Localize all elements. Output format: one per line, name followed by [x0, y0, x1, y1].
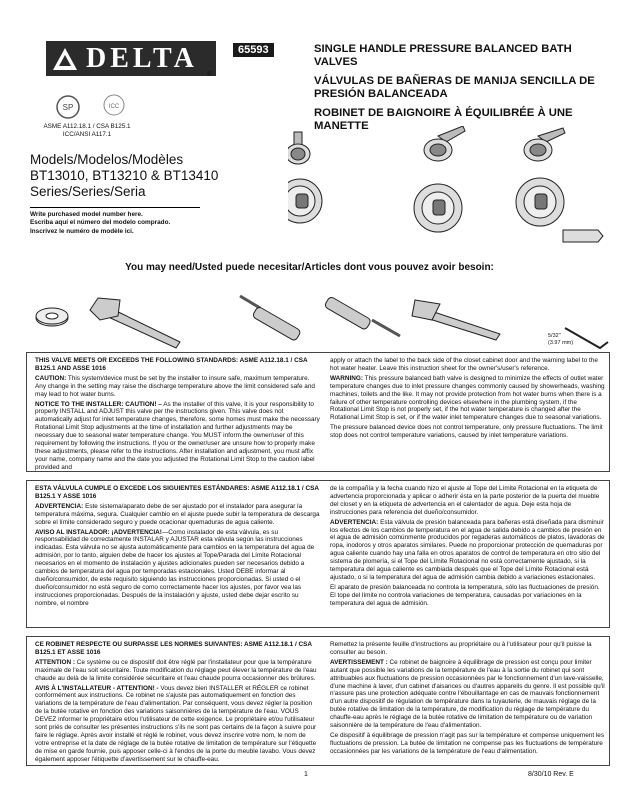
paragraph [330, 375, 605, 422]
paragraph-text: The pressure balanced device does not control temperature, only pressure fluctuations. The limit stop does not control temperature variations, caused by inlet temperature variations. [330, 424, 603, 440]
cert-line-2: ICC/ANSI A117.1 [62, 131, 112, 138]
paragraph-heading: CE ROBINET RESPECTE OU SURPASSE LES NORMES SUIVANTES: ASME A112.18.1 / CSA B125.1 ET ASSE 1016 [35, 641, 312, 656]
models-series: Series/Series/Seria [30, 184, 146, 199]
paragraph [35, 485, 320, 501]
spanish-column-1 [35, 485, 320, 610]
paragraph [330, 357, 605, 373]
paragraph [330, 519, 605, 582]
delta-logo [46, 41, 216, 76]
models-numbers: BT13010, BT13210 & BT13410 [30, 168, 219, 183]
paragraph-text: Este sistema/aparato debe de ser ajustado por el instalador para asegurar la temperatura máxima, segura. Cualquier cambio en el ajuste puede subir la temperatura de descarga sobre el límite considerado seguro y puede ocacionar quemaduras de agua caliente. [35, 502, 320, 526]
models-label: Models/Modelos/Modèles [30, 152, 184, 167]
spanish-column-2 [330, 485, 605, 610]
english-notice-box [26, 352, 610, 472]
paragraph-text: This pressure balanced bath valve is designed to minimize the effects of outlet water temperature changes due to inlet pressure changes commonly caused by showerheads, washing machines, toilets and the like. It may not provide protection from hot water burns when there is a failure of other temperature controlling devices elsewhere in the plumbing system, if the Rotational Limit Stop is not properly set, if the hot water temperature is changed after the Rotational Limit Stop is set, or if the water inlet temperature changes due to seasonal variations. [330, 374, 605, 422]
paragraph-text: As the installer of this valve, it is your responsibility to properly INSTALL and ADJUST this valve per the instructions given. This valve does not automatically adjust for inlet temperature changes, therefore, some homes must make the necessary Rotational Limit Stop adjustments at the time of installation and further adjustments may be necessary due to seasonal water temperature change. You MUST inform the owner/user of this requirement by following the instructions. If you or the owner/user are unsure how to properly make these adjustments, please refer to the instructions. After installation and adjustment, you must affix your name, company name and the date you adjusted the Rotational Limit Stop to the caution label provided and [35, 400, 320, 471]
flat-screwdriver-icon [324, 296, 400, 336]
paragraph-heading: WARNING: [330, 374, 364, 382]
models-block [30, 152, 218, 200]
tape-icon [36, 308, 68, 326]
delta-triangle-icon [52, 47, 78, 71]
french-column-2 [330, 641, 605, 758]
english-column-1 [35, 357, 320, 474]
hex-key-size: 5/32" [548, 333, 561, 339]
paragraph-heading: ESTA VÁLVULA CUMPLE O EXCEDE LOS SIGUIENTES ESTÁNDARES: ASME A112.18.1 / CSA B125.1 Y ASSE 1016 [35, 485, 319, 500]
product-tub-shower-icon [414, 126, 465, 232]
model-write-line [30, 207, 200, 208]
paragraph-text: Esta válvula de presión balanceada para bañeras está diseñada para disminuir los efectos de los cambios de temperatura en el agua de salida debido a cambios de presión en el agua de admisión comúnmente producidos por regaderas automáticos de platos, lavadoras de ropa, inodoros y otros aparatos similares. Puede no proporcionar protección de quemaduras por agua caliente cuando hay una falla en otros aparatos de control de temperatura en otro sitio del sistema de plomería, si el Tope del Límite Rotacional no está correctamente ajustado, si la temperatura del agua caliente es cambiada después que el Tope del Límite Rotacional está ajustado, o si la temperatura del agua de admisión cambia debido a variaciones estacionales. [330, 518, 605, 581]
brand-name: DELTA [86, 42, 198, 74]
product-shower-only-icon [288, 132, 322, 223]
certification-marks [52, 93, 142, 123]
paragraph-text: Remettez la présente feuille d'instructions au propriétaire ou à l'utilisateur pour qu'il puisse la consulter au besoin. [330, 641, 592, 656]
hex-key-dimension [548, 333, 573, 347]
phillips-screwdriver-icon [240, 296, 301, 341]
write-note-en: Write purchased model number here. [30, 211, 143, 218]
paragraph-text: de la compañía y la fecha cuando hizo el ajuste al Tope del Límite Rotacional en la etiqueta de advertencia proporcionada y aplicar o adherir ésta en la parte posterior de la puerta del mueble del closet y en la etiqueta de advertencia en el calentador de agua. Deje esta hoja de instrucciones para referencia del dueño/consumidor. [330, 485, 600, 516]
paragraph [330, 424, 605, 440]
paragraph-text: Vous devez bien INSTALLER et RÉGLER ce robinet conformément aux instructions. Ce robinet ne s'ajuste pas automatiquement en fonction des variations de la température de l'eau d'alimentation. Par conséquent, vous devez régler la position de la butée rotative en fonction des variations saisonnières de la température de l'eau. VOUS DEVEZ informer le propriétaire et/ou l'utilisateur de cette exigence. Le propriétaire et/ou l'utilisateur sont priés de consulter les présentes instructions s'ils ne sont pas certains de la façon à suivre pour faire le réglage. Après avoir installé et réglé le robinet, vous devez inscrire votre nom, le nom de votre entreprise et la date de réglage de la butée rotative de limitation de température sur l'étiquette de mise en garde fournie, puis apposer celle-ci à l'endos de la porte du meuble lavabo. Vous devez également apposer l'étiquette d'avertissement sur le chauffe-eau. [35, 684, 317, 763]
icc-mark-text: ICC [108, 104, 120, 110]
title-fr: ROBINET DE BAIGNOIRE À ÉQUILIBRÉE À UNE MANETTE [314, 107, 573, 132]
spanish-notice-box [26, 480, 610, 628]
paragraph-heading: AVERTISSEMENT : [330, 658, 388, 666]
paragraph-heading: CAUTION: [35, 374, 67, 382]
page-number: 1 [304, 771, 308, 778]
paragraph-text: apply or attach the label to the back side of the closet cabinet door and the warning label to the hot water heater. Leave this instruction sheet for the owner's/user's reference. [330, 357, 598, 372]
paragraph-text: El aparato de presión balanceada no controla la temperatura, sólo las fluctuaciones de presión. El tope del límite no controla variaciones de temperatura, causadas por variaciones en la temperatura del agua de admisión. [330, 583, 600, 607]
adjustable-wrench-icon [90, 298, 180, 348]
paragraph [35, 503, 320, 527]
paragraph-heading: ATTENTION : [35, 658, 75, 666]
paragraph-heading: AVISO AL INSTALADOR: ¡ADVERTENCIA! [35, 528, 162, 536]
paragraph-heading: ADVERTENCIA: [35, 502, 84, 510]
paragraph-text: Ce système ou ce dispositif doit être réglé par l'installateur pour que la température maximale de l'eau soit sécuritaire. Toute modification du réglage peut élever la température de l'eau chaude au delà de la limite considérée sécuritaire et l'eau chaude pourra occasionner des brûlures. [35, 658, 317, 682]
model-number-badge: 65593 [233, 43, 274, 57]
tools-needed-banner: You may need/Usted puede necesitar/Articles dont vous pouvez avoir besoin: [125, 262, 494, 273]
hex-key-size-metric: (3.97 mm) [548, 340, 574, 346]
certification-text [37, 123, 137, 139]
title-es: VÁLVULAS DE BAÑERAS DE MANIJA SENCILLA DE PRESIÓN BALANCEADA [314, 75, 595, 100]
paragraph-text: Ce robinet de baignoire à équilibrage de pression est conçu pour limiter autant que possible les variations de la température de l'eau à la sortie du robinet qui sont attribuables aux fluctuations de pression occasionnées par le fonctionnement d'un lave-vaisselle, d'une machine à laver, d'un cabinet d'aisances ou d'autres appareils du genre. Il est possible qu'il n'assure pas une protection adéquate contre l'ébouillantage en cas de mauvais fonctionnement d'un autre dispositif de régulation de température dans la tuyauterie, de mauvais réglage de la butée rotative de limitation de la température, de modification du réglage de température du chauffe-eau après le réglage de la butée rotative de limitation de température ou de variation saisonnière de la température de l'eau d'alimentation. [330, 658, 605, 730]
paragraph [35, 659, 320, 683]
product-titles [314, 43, 604, 139]
paragraph-text: —Como instalador de esta válvula, es su responsabilidad de correctamente INSTALAR y AJUSTAR esta válvula según las instrucciones indicadas. Esta válvula no se ajusta automáticamente para cambios en la temperatura del agua de admisión, por lo tanto, alguien debe de hacer los ajustes al Tope/Parada del Límite Rotacional necesarios en el momento de instalación y ajustes adicionales pueden ser necesarios debido a cambios de temperatura del agua por temporadas estacionales. Usted DEBE informar al dueño/consumidor, de este requisito siguiendo las instrucciones proporcionadas. Si usted o el dueño/consumidor no está seguro de como correctamente hacer los ajustes, por favor vea las instrucciones proporcionadas. Después de la instalación y ajuste, usted debe dejar escrito su nombre, el nombre [35, 528, 315, 607]
paragraph [35, 529, 320, 608]
paragraph-text: Ce dispositif à équilibrage de pression n'agit pas sur la température et compense uniquement les fluctuations de pression. La butée de limitation ne compense pas les fluctuations de température occasionnées par les variations de la température de l'eau d'alimentation. [330, 731, 605, 755]
registered-mark: ® [207, 72, 212, 78]
write-note-es: Escriba aquí el número del modelo comprado. [30, 219, 171, 227]
tools-illustration [30, 286, 610, 356]
pliers-icon [412, 300, 500, 340]
paragraph-heading: AVIS À L'INSTALLATEUR - ATTENTION! - [35, 684, 159, 692]
revision-date: 8/30/10 Rev. E [528, 771, 574, 778]
paragraph-text: This system/device must be set by the installer to insure safe, maximum temperature. Any change in the setting may raise the discharge temperature above the limit considered safe and may lead to hot water burns. [35, 374, 315, 398]
title-en: SINGLE HANDLE PRESSURE BALANCED BATH VALVES [314, 43, 572, 68]
paragraph [330, 584, 605, 608]
english-column-2 [330, 357, 605, 442]
french-column-1 [35, 641, 320, 766]
product-illustrations [288, 126, 606, 244]
write-model-note [30, 211, 170, 236]
french-notice-box [26, 636, 610, 766]
paragraph [35, 685, 320, 764]
paragraph-heading: THIS VALVE MEETS OR EXCEEDS THE FOLLOWING STANDARDS: ASME A112.18.1 / CSA B125.1 AND ASSE 1016 [35, 357, 308, 372]
paragraph [330, 641, 605, 657]
product-tub-spout-icon [516, 128, 603, 242]
paragraph-heading: NOTICE TO THE INSTALLER: CAUTION! – [35, 400, 162, 408]
paragraph [35, 641, 320, 657]
csa-mark-text: SP [62, 103, 74, 112]
paragraph [330, 485, 605, 517]
paragraph [330, 659, 605, 730]
cert-line-1: ASME A112.18.1 / CSA B125.1 [43, 123, 131, 130]
paragraph [35, 357, 320, 373]
paragraph [35, 375, 320, 399]
paragraph [330, 732, 605, 756]
paragraph [35, 401, 320, 472]
write-note-fr: Inscrivez le numéro de modèle ici. [30, 227, 134, 235]
paragraph-heading: ADVERTENCIA: [330, 518, 379, 526]
